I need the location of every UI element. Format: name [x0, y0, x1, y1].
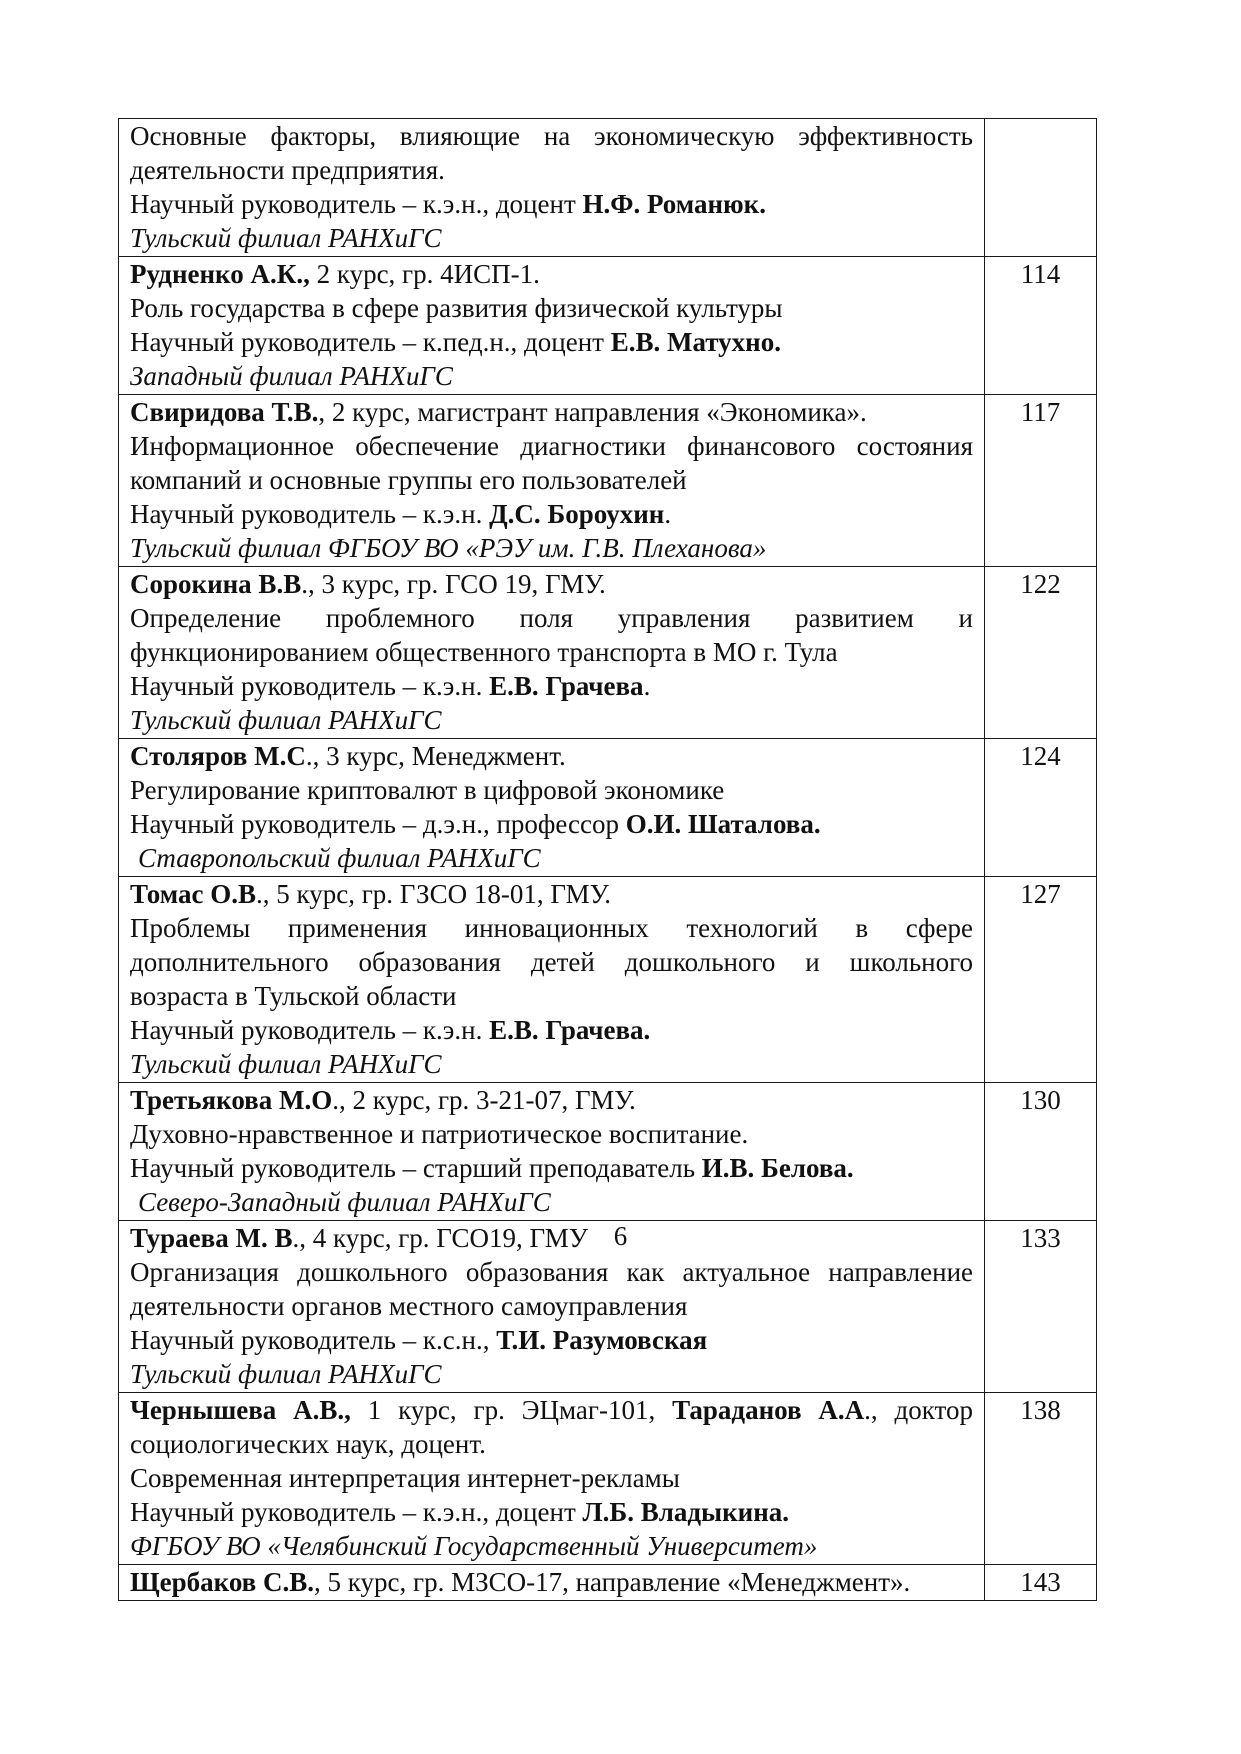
author-details: ., 2 курс, гр. 3-21-07, ГМУ.	[332, 1085, 636, 1115]
advisor-name: Н.Ф. Романюк.	[582, 189, 766, 219]
advisor-line	[130, 1013, 973, 1047]
page-cell: 143	[985, 1565, 1097, 1601]
entry-cell	[119, 1393, 985, 1565]
entry-title-line: Организация дошкольного образования как актуальное направление	[130, 1257, 973, 1287]
advisor-prefix: Научный руководитель – к.пед.н., доцент	[130, 327, 611, 357]
advisor-prefix: Научный руководитель – старший преподаватель	[130, 1153, 702, 1183]
coauthor-name: Тараданов А.А	[672, 1395, 865, 1425]
advisor-prefix: Научный руководитель – к.э.н.	[130, 671, 490, 701]
page-cell: 133	[985, 1221, 1097, 1393]
advisor-line	[130, 807, 973, 841]
advisor-name: Е.В. Грачева	[489, 671, 644, 701]
page-number: 6	[613, 1221, 628, 1251]
advisor-name: Д.С. Бороухин	[489, 499, 665, 529]
author-name: Свиридова Т.В.	[130, 397, 319, 427]
author-name: Щербаков С.В.	[130, 1567, 315, 1597]
advisor-name: Л.Б. Владыкина.	[582, 1497, 790, 1527]
affiliation: Северо-Западный филиал РАНХиГС	[138, 1187, 551, 1217]
entry-title-line: деятельности предприятия.	[130, 155, 445, 185]
entry-title-line: Информационное обеспечение диагностики финансового состояния	[130, 431, 973, 461]
page-cell: 114	[985, 257, 1097, 395]
author-name: Томас О.В	[130, 879, 256, 909]
affiliation: ФГБОУ ВО «Челябинский Государственный Университет»	[130, 1531, 818, 1561]
entry-cell	[119, 739, 985, 877]
entry-title-line: деятельности органов местного самоуправления	[130, 1291, 688, 1321]
entry-title-line: Духовно-нравственное и патриотическое воспитание.	[130, 1119, 749, 1149]
author-name: Столяров М.С	[130, 741, 306, 771]
page-cell: 124	[985, 739, 1097, 877]
author-line	[130, 567, 973, 601]
page-cell: 138	[985, 1393, 1097, 1565]
entry-title-line: возраста в Тульской области	[130, 981, 457, 1011]
advisor-name: Е.В. Грачева.	[489, 1015, 651, 1045]
advisor-prefix: Научный руководитель – к.э.н., доцент	[130, 1497, 583, 1527]
author-name: Третьякова М.О	[130, 1085, 333, 1115]
author-details: ., 4 курс, гр. ГСО19, ГМУ	[292, 1223, 588, 1253]
entry-title-line: Проблемы применения инновационных технологий в сфере	[130, 913, 973, 943]
author-line	[130, 1083, 973, 1117]
table-row	[119, 877, 1097, 1083]
coauthor-details: ., доктор	[864, 1395, 973, 1425]
entry-cell	[119, 567, 985, 739]
author-line	[130, 739, 973, 773]
author-line	[130, 877, 973, 911]
author-details: 1 курс, гр. ЭЦмаг-101,	[350, 1395, 673, 1425]
author-line	[130, 257, 973, 291]
affiliation: Тульский филиал РАНХиГС	[130, 1049, 442, 1079]
author-name: Рудненко А.К.,	[130, 259, 310, 289]
entry-cell	[119, 1565, 985, 1601]
page-cell: 127	[985, 877, 1097, 1083]
advisor-line	[130, 497, 973, 531]
table-row	[119, 257, 1097, 395]
advisor-prefix: Научный руководитель – к.э.н.	[130, 499, 490, 529]
advisor-suffix: .	[664, 499, 672, 529]
advisor-line	[130, 669, 973, 703]
author-line	[130, 1565, 973, 1599]
entry-cell	[119, 257, 985, 395]
entry-title-line: Роль государства в сфере развития физической культуры	[130, 293, 783, 323]
advisor-prefix: Научный руководитель – д.э.н., профессор	[130, 809, 626, 839]
author-details: , 5 курс, гр. МЗСО-17, направление «Менеджмент».	[314, 1567, 911, 1597]
entry-title-line: Основные факторы, влияющие на экономическую эффективность	[130, 121, 973, 151]
advisor-name: И.В. Белова.	[701, 1153, 854, 1183]
advisor-line	[130, 325, 973, 359]
author-name: Чернышева А.В.,	[130, 1395, 351, 1425]
table-row	[119, 1083, 1097, 1221]
advisor-line	[130, 187, 973, 221]
entry-cell	[119, 119, 985, 257]
table-row	[119, 119, 1097, 257]
page-cell: 117	[985, 395, 1097, 567]
entry-title-line: функционированием общественного транспорта в МО г. Тула	[130, 637, 838, 667]
author-details: , 2 курс, магистрант направления «Экономика».	[318, 397, 867, 427]
entry-title-line: Современная интерпретация интернет-рекламы	[130, 1463, 680, 1493]
advisor-prefix: Научный руководитель – к.с.н.,	[130, 1325, 497, 1355]
advisor-name: Т.И. Разумовская	[496, 1325, 708, 1355]
entry-title-line: Регулирование криптовалют в цифровой экономике	[130, 775, 725, 805]
author-name: Тураева М. В	[130, 1223, 293, 1253]
table-row	[119, 1565, 1097, 1601]
entry-cell	[119, 877, 985, 1083]
affiliation: Западный филиал РАНХиГС	[130, 361, 453, 391]
author-details: ., 3 курс, гр. ГСО 19, ГМУ.	[301, 569, 606, 599]
author-details: ., 3 курс, Менеджмент.	[305, 741, 566, 771]
author-details: 2 курс, гр. 4ИСП-1.	[309, 259, 540, 289]
page-cell: 130	[985, 1083, 1097, 1221]
advisor-line	[130, 1323, 973, 1357]
advisor-name: Е.В. Матухно.	[610, 327, 781, 357]
entry-title-line: компаний и основные группы его пользователей	[130, 465, 687, 495]
advisor-name: О.И. Шаталова.	[625, 809, 821, 839]
affiliation: Тульский филиал РАНХиГС	[130, 705, 442, 735]
page-cell: 122	[985, 567, 1097, 739]
author-details-continued: социологических наук, доцент.	[130, 1429, 486, 1459]
advisor-line	[130, 1151, 973, 1185]
affiliation: Тульский филиал РАНХиГС	[130, 223, 442, 253]
entry-title-line: дополнительного образования детей дошкольного и школьного	[130, 947, 973, 977]
page-cell	[985, 119, 1097, 257]
entry-cell	[119, 1083, 985, 1221]
author-name: Сорокина В.В	[130, 569, 302, 599]
table-row	[119, 567, 1097, 739]
author-line	[130, 1393, 973, 1427]
advisor-suffix: .	[643, 671, 651, 701]
entry-cell	[119, 395, 985, 567]
author-details: ., 5 курс, гр. ГЗСО 18-01, ГМУ.	[255, 879, 612, 909]
author-line	[130, 395, 973, 429]
contents-table	[118, 118, 1097, 1601]
advisor-prefix: Научный руководитель – к.э.н., доцент	[130, 189, 583, 219]
affiliation: Тульский филиал ФГБОУ ВО «РЭУ им. Г.В. Плеханова»	[130, 533, 767, 563]
affiliation: Ставропольский филиал РАНХиГС	[138, 843, 541, 873]
table-row	[119, 739, 1097, 877]
advisor-line	[130, 1495, 973, 1529]
table-row	[119, 1393, 1097, 1565]
entry-title-line: Определение проблемного поля управления развитием и	[130, 603, 973, 633]
advisor-prefix: Научный руководитель – к.э.н.	[130, 1015, 490, 1045]
affiliation: Тульский филиал РАНХиГС	[130, 1359, 442, 1389]
table-row	[119, 395, 1097, 567]
